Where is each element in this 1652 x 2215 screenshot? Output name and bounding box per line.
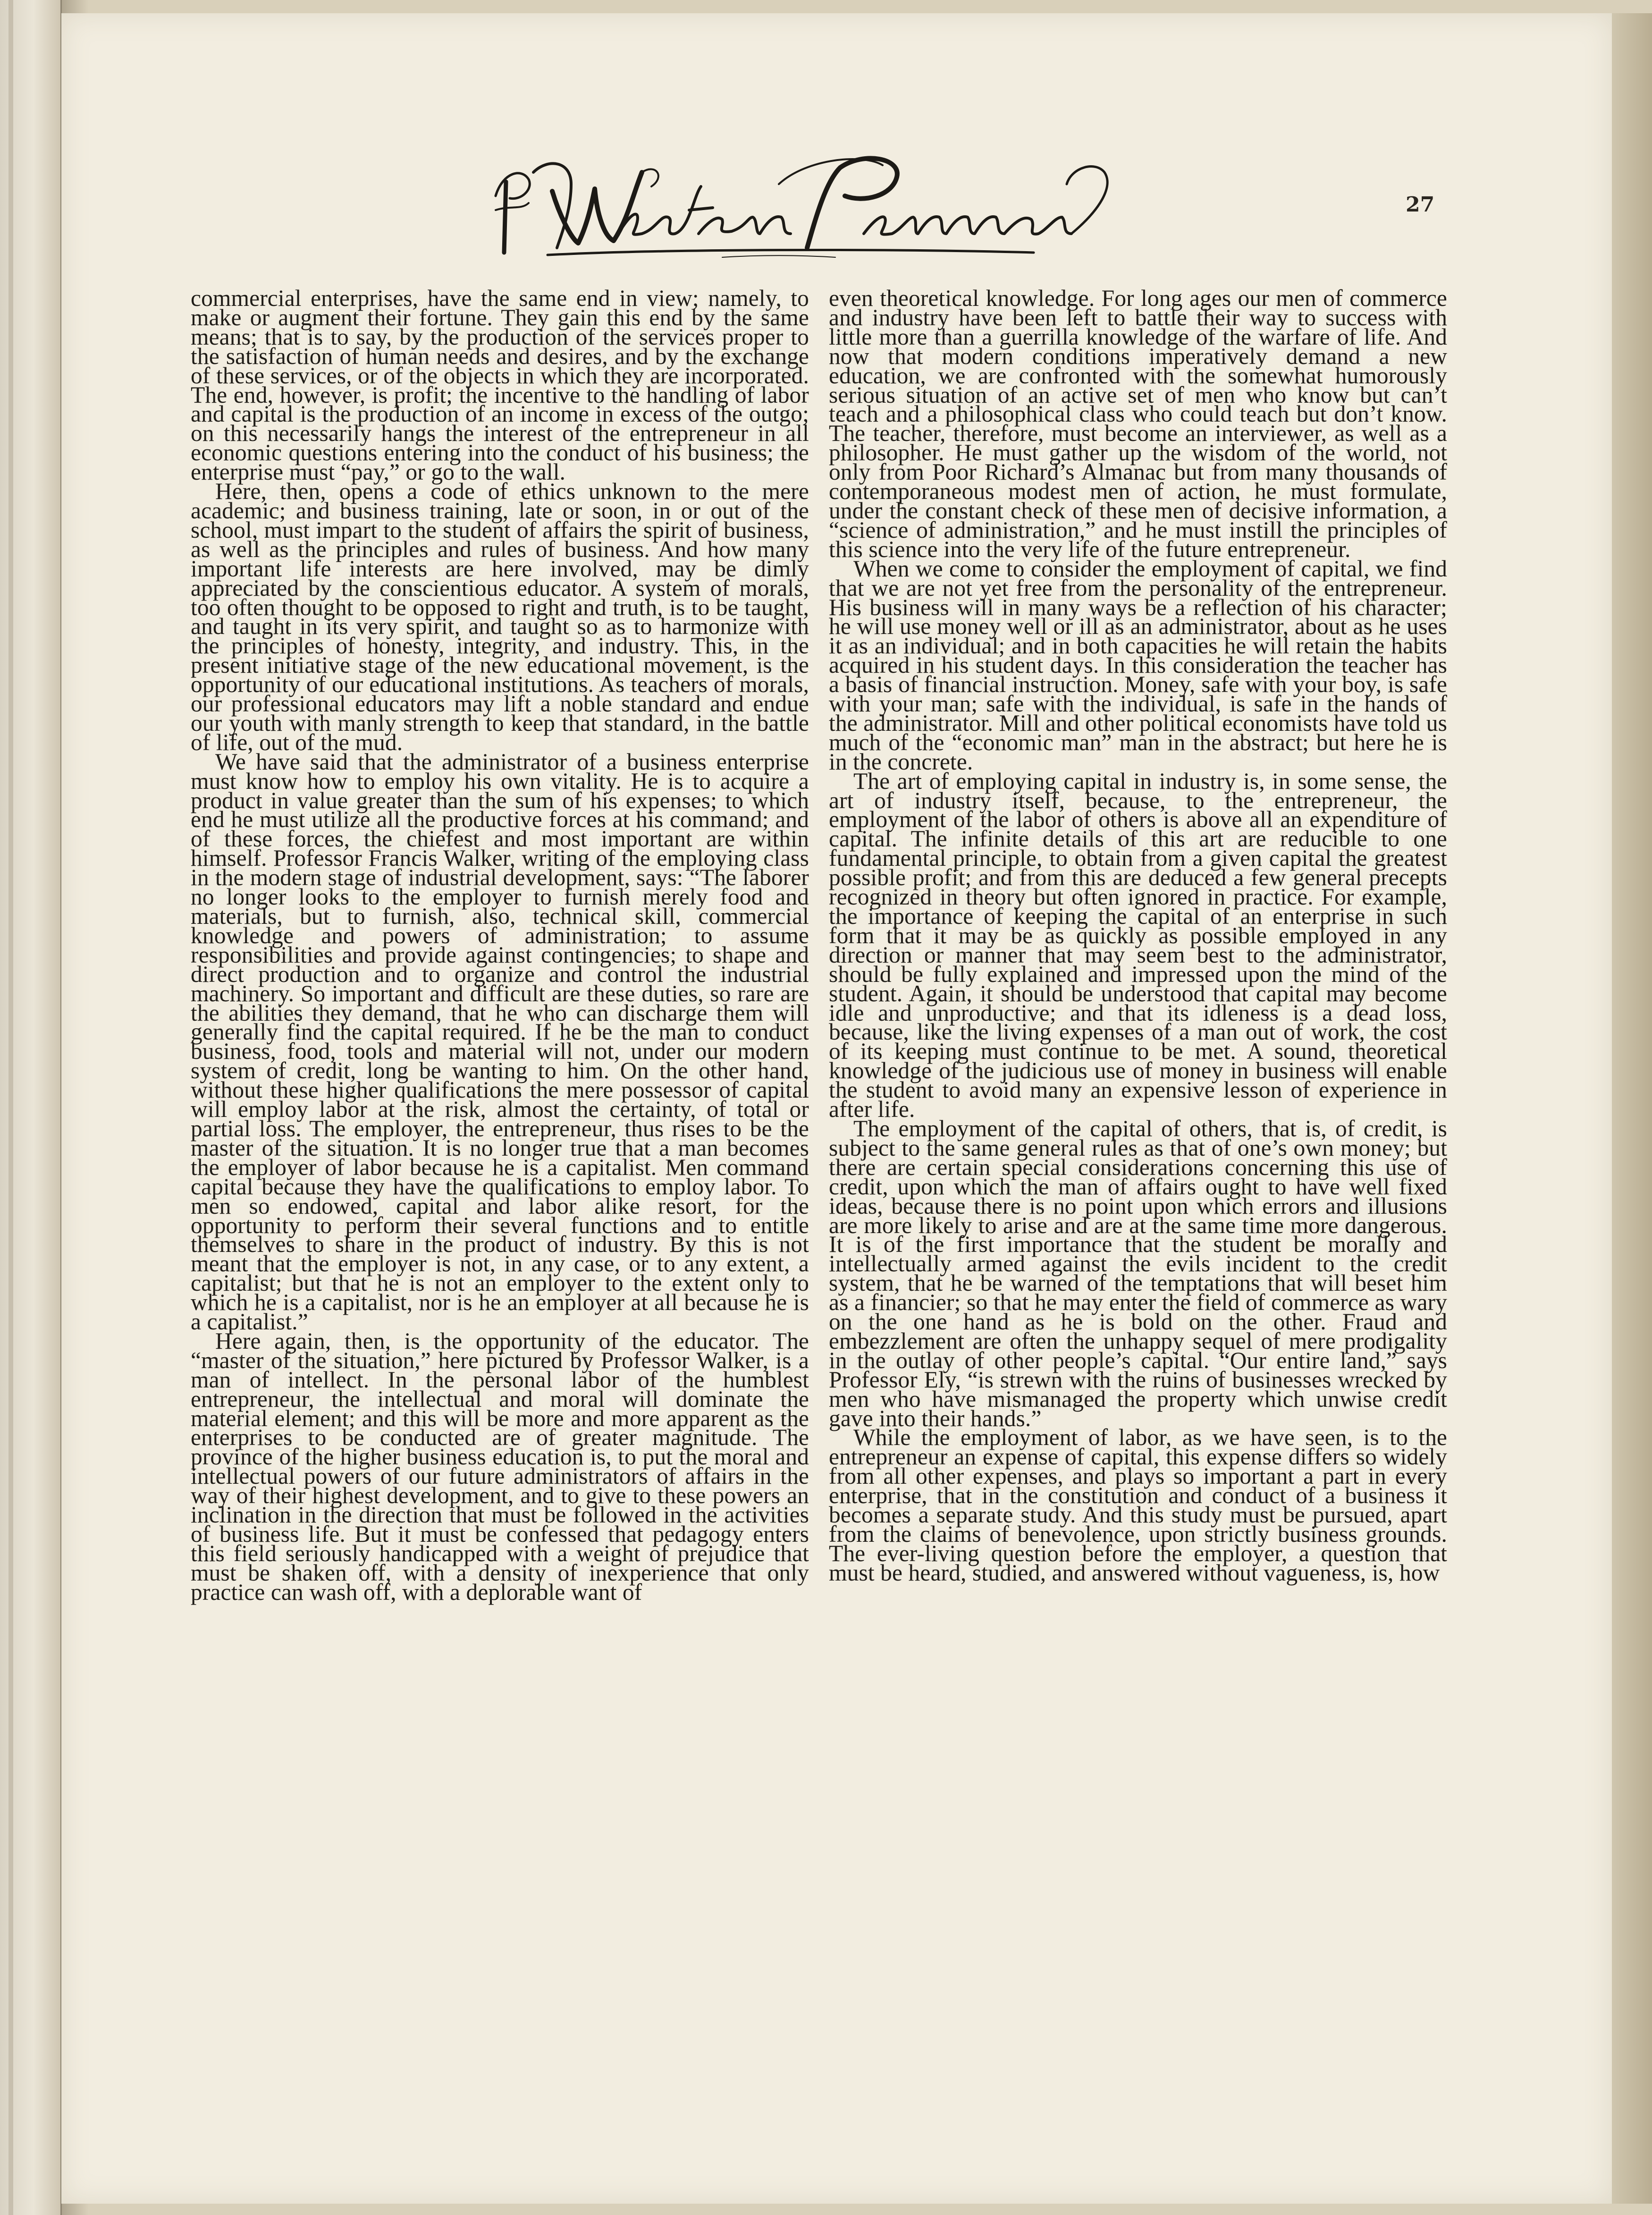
paragraph: The employment of the capital of others, that is, of credit, is subject to the same general rules as that of one’s own money; but there are certain special considerations concerning this use of credit, upon which the man of affairs ought to have well fixed ideas, because there is no point upon which errors and illusions are more likely to arise and are at the same time more dangerous. It is of the first importance that the student be morally and intellectually armed against the evils incident to the credit system, that he be warned of the temptations that will beset him as a financier; so that he may enter the field of commerce as wary on the one hand as he is bold on the other. Fraud and embezzlement are often the unhappy sequel of mere prodigality in the outlay of other people’s capital. “Our entire land,” says Professor Ely, “is strewn with the ruins of businesses wrecked by men who have mismanaged the property which unwise credit gave into their hands.”: [829, 1115, 1447, 1431]
paragraph: Here, then, opens a code of ethics unknown to the mere academic; and business training, late or soon, in or out of the school, must impart to the student of affairs the spirit of business, as well as the principles and rules of business. And how many important life interests are here involved, may be dimly appreciated by the conscientious educator. A system of morals, too often thought to be opposed to right and truth, is to be taught, and taught in its very spirit, and taught so as to harmonize with the principles of honesty, integrity, and industry. This, in the present initiative stage of the new educational movement, is the opportunity of our educational institutions. As teachers of morals, our professional educators may lift a noble standard and endue our youth with manly strength to keep that standard, in the battle of life, out of the mud.: [191, 478, 809, 755]
paragraph: We have said that the administrator of a business enterprise must know how to employ his own vitality. He is to acquire a product in value greater than the sum of his expenses; to which end he must utilize all the productive forces at his command; and of these forces, the chiefest and most important are within himself. Professor Francis Walker, writing of the employing class in the modern stage of industrial development, says: “The laborer no longer looks to the employer to furnish merely food and materials, but to furnish, also, technical skill, commercial knowledge and powers of administration; to assume responsibilities and provide against contingencies; to shape and direct production and to organize and control the industrial machinery. So important and difficult are these duties, so rare are the abilities they demand, that he who can discharge them will generally find the capital required. If he be the man to conduct business, food, tools and material will not, under our modern system of credit, long be wanting to him. On the other hand, without these higher qualifications the mere possessor of capital will employ labor at the risk, almost the certainty, of total or partial loss. The employer, the entrepreneur, thus rises to be the master of the situation. It is no longer true that a man becomes the employer of labor because he is a capitalist. Men command capital because they have the qualifications to employ labor. To men so endowed, capital and labor alike resort, for the opportunity to perform their several functions and to entitle themselves to share in the product of industry. By this is not meant that the employer is not, in any case, or to any extent, a capitalist; but that he is not an employer to the extent only to which he is a capitalist, nor is he an employer at all because he is a capitalist.”: [191, 748, 809, 1335]
facing-page-edge: [0, 0, 62, 2215]
paragraph: The art of employing capital in industry is, in some sense, the art of industry itself, because, to the entrepreneur, the employment of the labor of others is above all an expenditure of capital. The infinite details of this art are reducible to one fundamental principle, to obtain from a given capital the greatest possible profit; and from this are deduced a few general precepts recognized in theory but often ignored in practice. For example, the importance of keeping the capital of an enterprise in such form that it may be as quickly as possible employed in any direction or manner that may seem best to the administrator, should be fully explained and impressed upon the mind of the student. Again, it should be understood that capital may become idle and unproductive; and that its idleness is a dead loss, because, like the living expenses of a man out of work, the cost of its keeping must continue to be met. A sound, theoretical knowledge of the judicious use of money in business will enable the student to avoid many an expensive lesson of experience in after life.: [829, 768, 1447, 1123]
masthead-logo: [477, 139, 1138, 271]
page-number: 27: [1406, 193, 1435, 217]
paragraph: Here again, then, is the opportunity of the educator. The “master of the situation,” here pictured by Professor Walker, is a man of intellect. In the personal labor of the humblest entrepreneur, the intellectual and moral will dominate the material element; and this will be more and more apparent as the enterprises to be conducted are of greater magnitude. The province of the higher business education is, to put the moral and intellectual powers of our future administrators of affairs in the way of their highest development, and to give to these powers an inclination in the direction that must be followed in the activities of business life. But it must be confessed that pedagogy enters this field seriously handicapped with a weight of prejudice that must be shaken off, with a density of inexperience that only practice can wash off, with a deplorable want of: [191, 1327, 809, 1605]
paragraph: When we come to consider the employment of capital, we find that we are not yet free from the personality of the entrepreneur. His business will in many ways be a reflection of his character; he will use money well or ill as an administrator, about as he uses it as an individual; and in both capacities he will retain the habits acquired in his student days. In this consideration the teacher has a basis of financial instruction. Money, safe with your boy, is safe with your man; safe with the individual, is safe in the hands of the administrator. Mill and other political economists have told us much of the “economic man” man in the abstract; but here he is in the concrete.: [829, 555, 1447, 775]
paragraph: While the employment of labor, as we have seen, is to the entrepreneur an expense of capital, this expense differs so widely from all other expenses, and plays so important a part in every enterprise, that in the constitution and conduct of a business it becomes a separate study. And this study must be pursued, apart from the claims of benevolence, upon strictly business grounds. The ever-living question before the employer, a question that must be heard, studied, and answered without vagueness, is, how: [829, 1424, 1447, 1586]
page-edge: [1612, 13, 1652, 2204]
paragraph: commercial enterprises, have the same end in view; namely, to make or augment their fortune. They gain this end by the same means; that is to say, by the production of the services proper to the satisfaction of human needs and desires, and by the exchange of these services, or of the objects in which they are incorporated. The end, however, is profit; the incentive to the handling of labor and capital is the production of an income in excess of the outgo; on this necessarily hangs the interest of the entrepreneur in all economic questions entering into the conduct of his business; the enterprise must “pay,” or go to the wall.: [191, 289, 809, 485]
left-column: [191, 289, 809, 2092]
paragraph: even theoretical knowledge. For long ages our men of commerce and industry have been left to battle their way to success with little more than a guerrilla knowledge of the warfare of life. And now that modern conditions imperatively demand a new education, we are confronted with the somewhat humorously serious situation of an active set of men who know but can’t teach and a philosophical class who could teach but don’t know. The teacher, therefore, must become an interviewer, as well as a philosopher. He must gather up the wisdom of the world, not only from Poor Richard’s Almanac but from many thousands of contemporaneous modest men of action, he must formulate, under the constant check of these men of decisive information, a “science of administration,” and he must instill the principles of this science into the very life of the future entrepreneur.: [829, 289, 1447, 562]
right-column: [829, 289, 1447, 2092]
